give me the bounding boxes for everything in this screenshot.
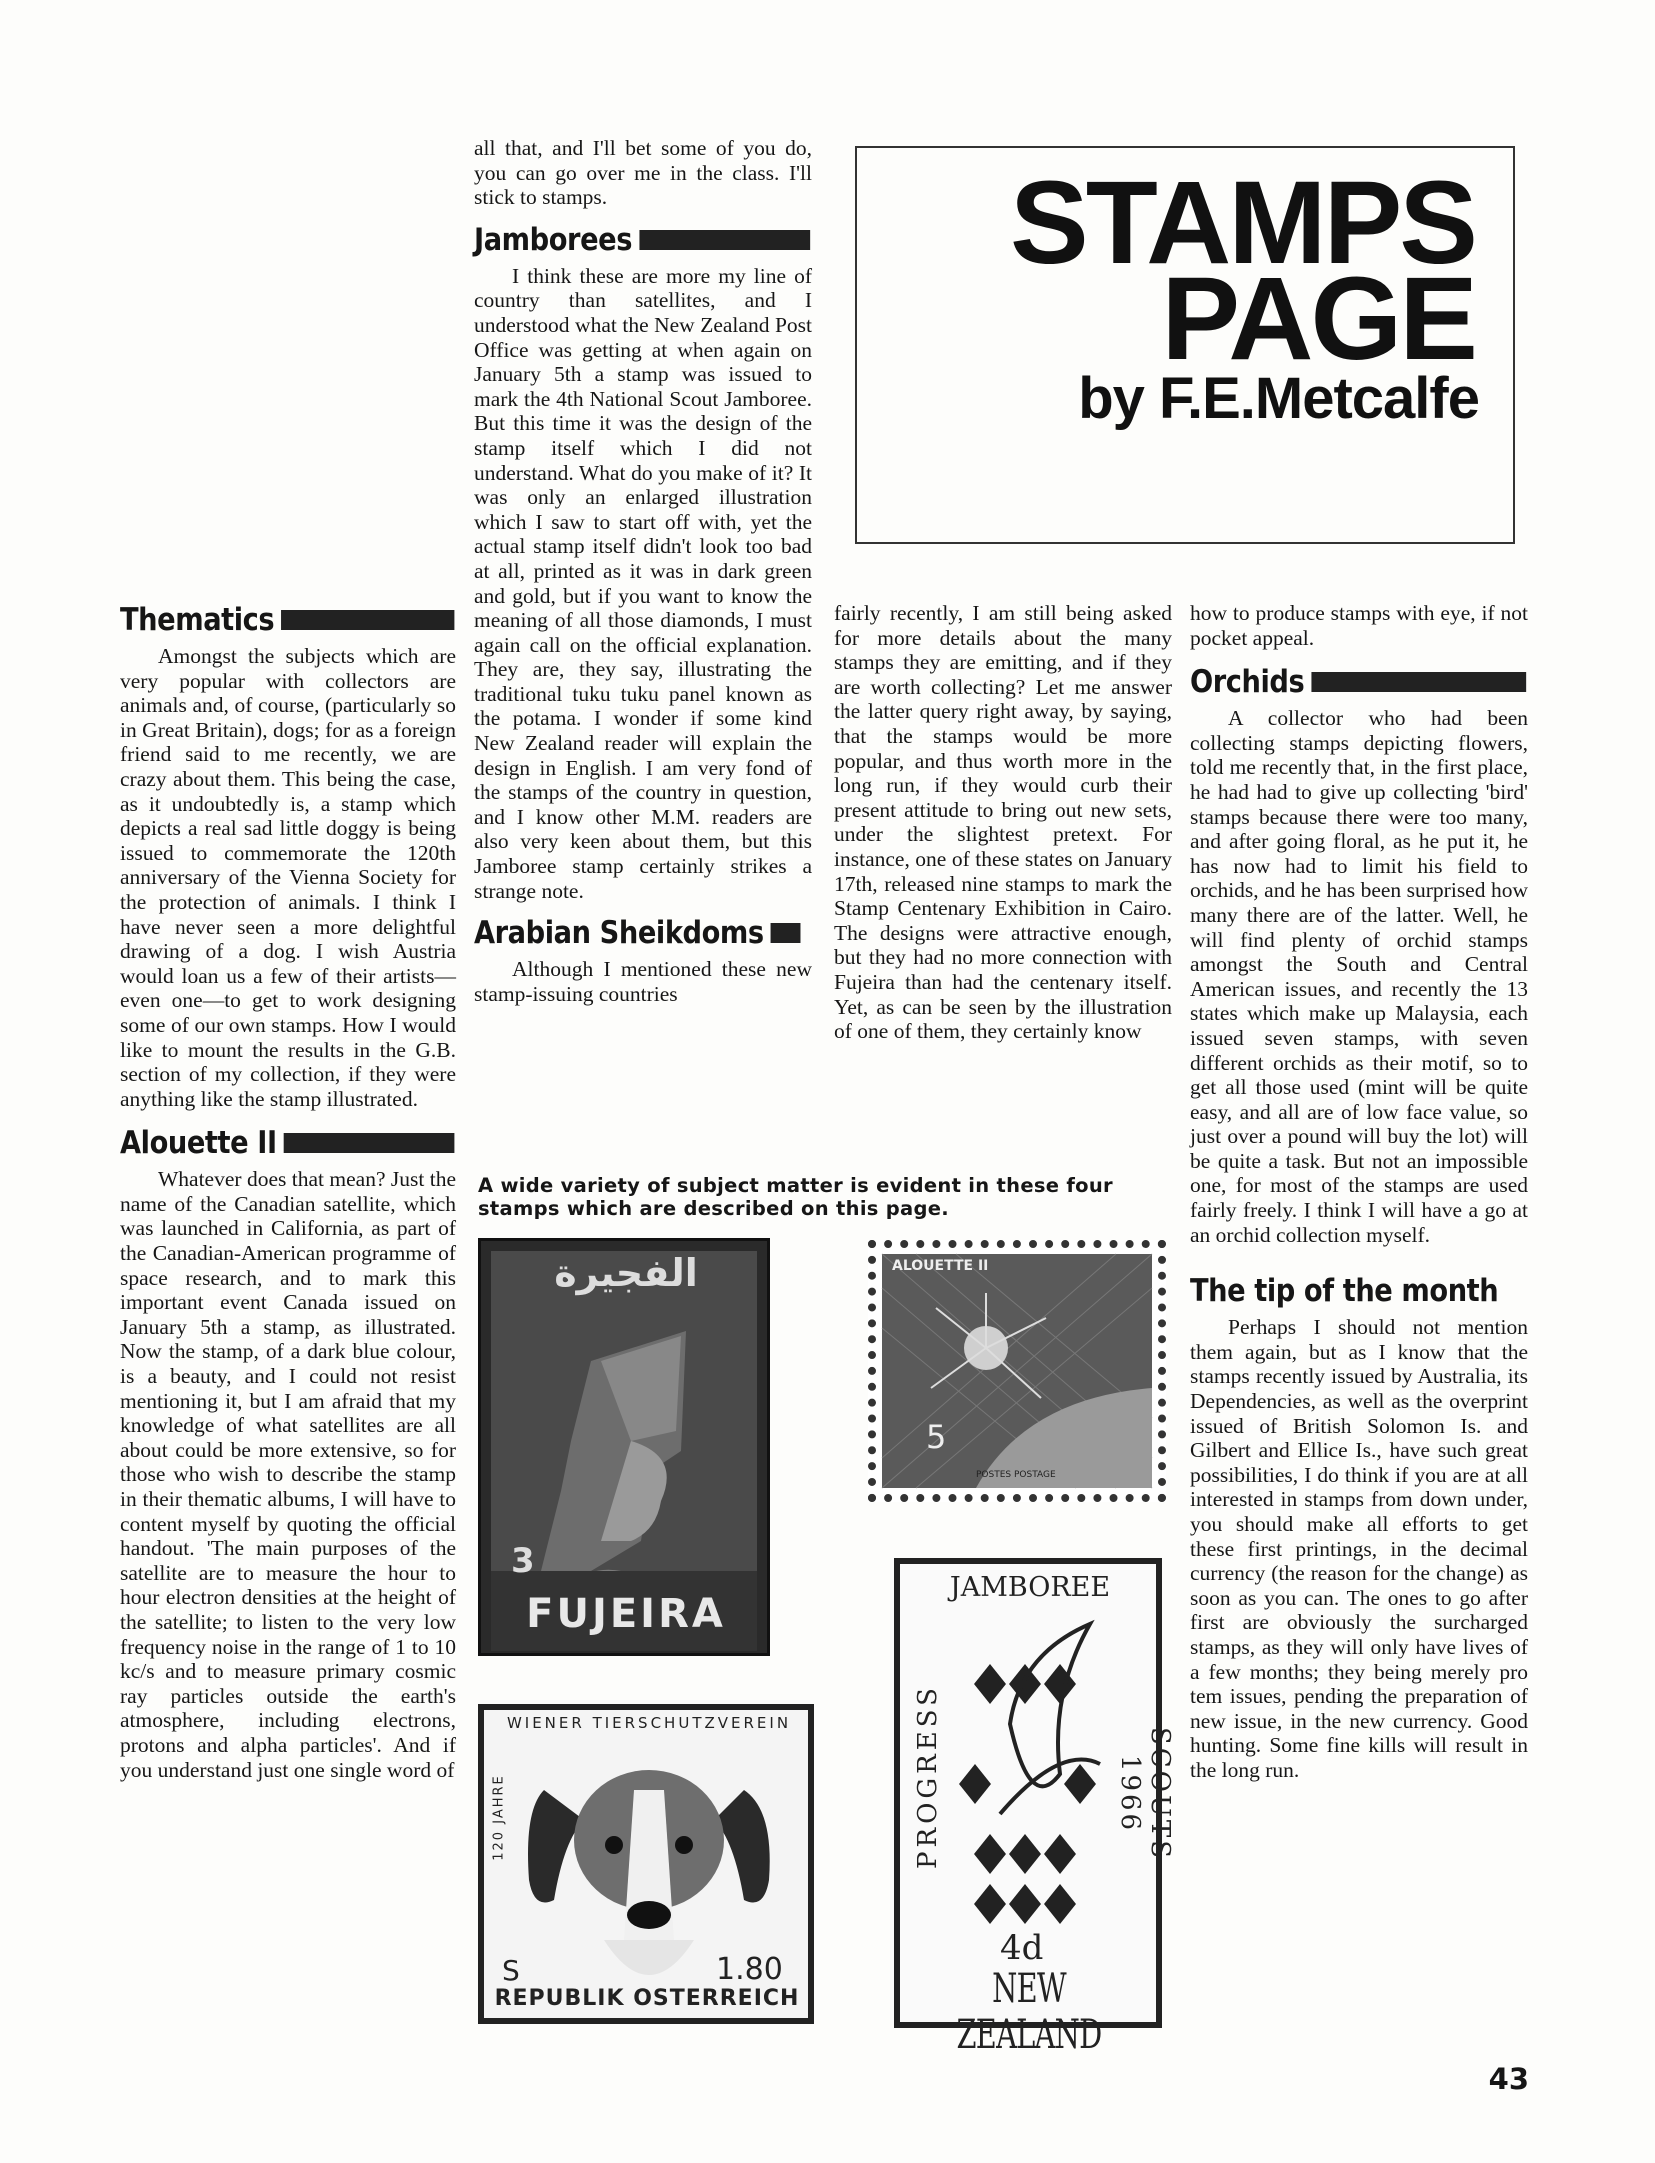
stamp-top-text: WIENER TIERSCHUTZVEREIN	[506, 1714, 792, 1732]
column-1	[120, 592, 456, 1782]
title-line-1: STAMPS	[1010, 157, 1475, 289]
paragraph-alouette: Whatever does that mean? Just the name of the Canadian satellite, which was launched in California, as part of the Canadian-American programme of space research, and to mark this important event Canada issued on January 5th a stamp, as illustrated. Now the stamp, of a dark blue colour, is a beauty, and I could not resist mentioning it, but I am afraid that my knowledge of what satellites are all about could be more extensive, so for those who wish to describe the stamp in their thematic albums, I will have to content myself by quoting the official handout. 'The main purposes of the satellite are to measure the hour to hour electron densities at the height of the satellite; to listen to the very low frequency noise in the range of 1 to 10 kc/s and to measure primary cosmic ray particles outside the earth's atmosphere, including electrons, protons and alpha particles'. And if you understand just one single word of	[120, 1167, 456, 1782]
stamp-right-text: SCOUTS 1966	[1115, 1726, 1175, 1862]
page-number: 43	[1488, 2062, 1529, 2096]
section-heading-jamborees: Jamborees	[474, 222, 810, 258]
stamp-country: REPUBLIK OSTERREICH	[494, 1986, 800, 2011]
stamp-new-zealand	[894, 1558, 1175, 2058]
stamp-austria	[478, 1704, 814, 2024]
section-heading-orchids: Orchids	[1190, 664, 1526, 700]
section-heading-tip: The tip of the month	[1190, 1273, 1499, 1310]
satellite-image	[876, 1248, 1158, 1494]
stamp-value: 4d	[1000, 1928, 1044, 1968]
column-3	[834, 601, 1172, 1044]
stamp-fujeira	[478, 1238, 770, 1656]
stamp-arabic-name: الفجيرة	[554, 1251, 698, 1295]
heading-rule	[281, 610, 454, 630]
heading-rule	[284, 1133, 454, 1153]
stamp-country: FUJEIRA	[526, 1591, 726, 1637]
section-heading-alouette: Alouette II	[120, 1125, 454, 1161]
paragraph-orchids: A collector who had been collecting stamps depicting flowers, told me recently that, in the first place, he had had to give up collecting 'bird' stamps because there were too many, and after going floral, as he put it, he has now had to limit his field to orchids, and he has been surprised how many there are of the latter. Well, he will find plenty of orchid stamps amongst the South and Central American issues, and recently the 13 states which make up Malaysia, each issued seven stamps, with seven different orchids as their motif, so to get all those used (mint will be quite easy, and all are of low face value, so just over a pound will buy the lot) will be quite a task. But not an impossible one, for most of the stamps are used fairly freely. I think I will have a go at an orchid collection myself.	[1190, 706, 1528, 1247]
title-box	[855, 146, 1515, 544]
stamp-left-text: PROGRESS	[913, 1684, 943, 1869]
stamp-country: POSTES POSTAGE	[976, 1470, 1056, 1480]
paragraph-jamborees: I think these are more my line of country than satellites, and I understood what the New Zealand Post Office was getting at when again on January 5th a stamp was issued to mark the 4th National Scout Jamboree. But this time it was the design of the stamp itself which I did not understand. What do you make of it? It was only an enlarged illustration which I saw to start off with, yet the actual stamp itself didn't look too bad at all, printed as it was in dark green and gold, but if you want to know the meaning of all those diamonds, I must again call on the official explanation. They are, they say, illustrating the traditional tuku tuku panel known as the potama. I wonder if some kind New Zealand reader will explain the design in English. I am very fond of the stamps of the country in question, and I know other M.M. readers are also very keen about them, but this Jamboree stamp certainly strikes a strange note.	[474, 263, 812, 903]
paragraph-intro: all that, and I'll bet some of you do, you can go over me in the class. I'll stick to stamps.	[474, 136, 812, 210]
paragraph-arabian: Although I mentioned these new stamp-issuing countries	[474, 957, 812, 1006]
paragraph-intro: how to produce stamps with eye, if not pocket appeal.	[1190, 601, 1528, 650]
stamp-alouette	[868, 1240, 1166, 1502]
heading-rule	[1311, 672, 1526, 692]
paragraph-thematics: Amongst the subjects which are very popular with collectors are animals and, of course, (particularly so in Great Britain), dogs; for as a foreign friend said to me recently, we are crazy about them. This being the case, as it undoubtedly is, a stamp which depicts a real sad little doggy is being issued to commemorate the 120th anniversary of the Vienna Society for the protection of animals. I think I have never seen a more delightful drawing of a dog. I wish Austria would loan us a few of their artists—even one—to get to work designing some of our own stamps. How I would like to mount the results in the G.B. section of my collection, if they were anything like the stamp illustrated.	[120, 644, 456, 1111]
heading-rule	[771, 923, 801, 943]
stamp-side-text: 120 JAHRE	[491, 1774, 507, 1861]
figure-caption: A wide variety of subject matter is evident in these four stamps which are described on this page.	[478, 1174, 1113, 1220]
heading-rule	[639, 230, 810, 250]
stamp-value: 3	[511, 1541, 535, 1581]
column-2	[474, 136, 812, 1006]
column-4	[1190, 601, 1528, 1783]
stamp-currency: S	[502, 1954, 520, 1987]
stamp-value: 5	[926, 1418, 947, 1456]
title-line-2: PAGE	[1161, 253, 1475, 385]
stamp-label: ALOUETTE II	[892, 1258, 989, 1274]
section-heading-arabian: Arabian Sheikdoms	[474, 915, 810, 951]
paragraph-tip: Perhaps I should not mention them again, but as I know that the stamps recently issued by Australia, its Dependencies, as well as the overprint issued of British Solomon Is. and Gilbert and Ellice Is., have such great possibilities, I do think if you are at all interested in stamps from down under, you should make all efforts to get these first printings, in the decimal currency (the reason for the change) as soon as you can. The ones to go after first are obviously the surcharged stamps, as they will only have lives of a few months; they being merely pro tem issues, pending the preparation of new issue, in the new currency. Good hunting. Some fine kills will result in the long run.	[1190, 1315, 1528, 1782]
stamp-top-text: JAMBOREE	[949, 1572, 1111, 1603]
section-heading-thematics: Thematics	[120, 602, 454, 638]
byline: by F.E.Metcalfe	[1078, 366, 1479, 431]
stamp-country: NEW ZEALAND	[956, 1966, 1102, 2058]
paragraph-arabian-continued: fairly recently, I am still being asked for more details about the many stamps they are emitting, and if they are worth collecting? Let me answer the latter query right away, by saying, that the stamps would be more popular, and thus worth more in the long run, if they would curb their present attitude to bring out new sets, under the slightest pretext. For instance, one of these states on January 17th, released nine stamps to mark the Stamp Centenary Exhibition in Cairo. The designs were attractive enough, but they had no more connection with Fujeira than had the centenary itself. Yet, as can be seen by the illustration of one of them, they certainly know	[834, 601, 1172, 1044]
stamp-value: 1.80	[716, 1952, 783, 1987]
